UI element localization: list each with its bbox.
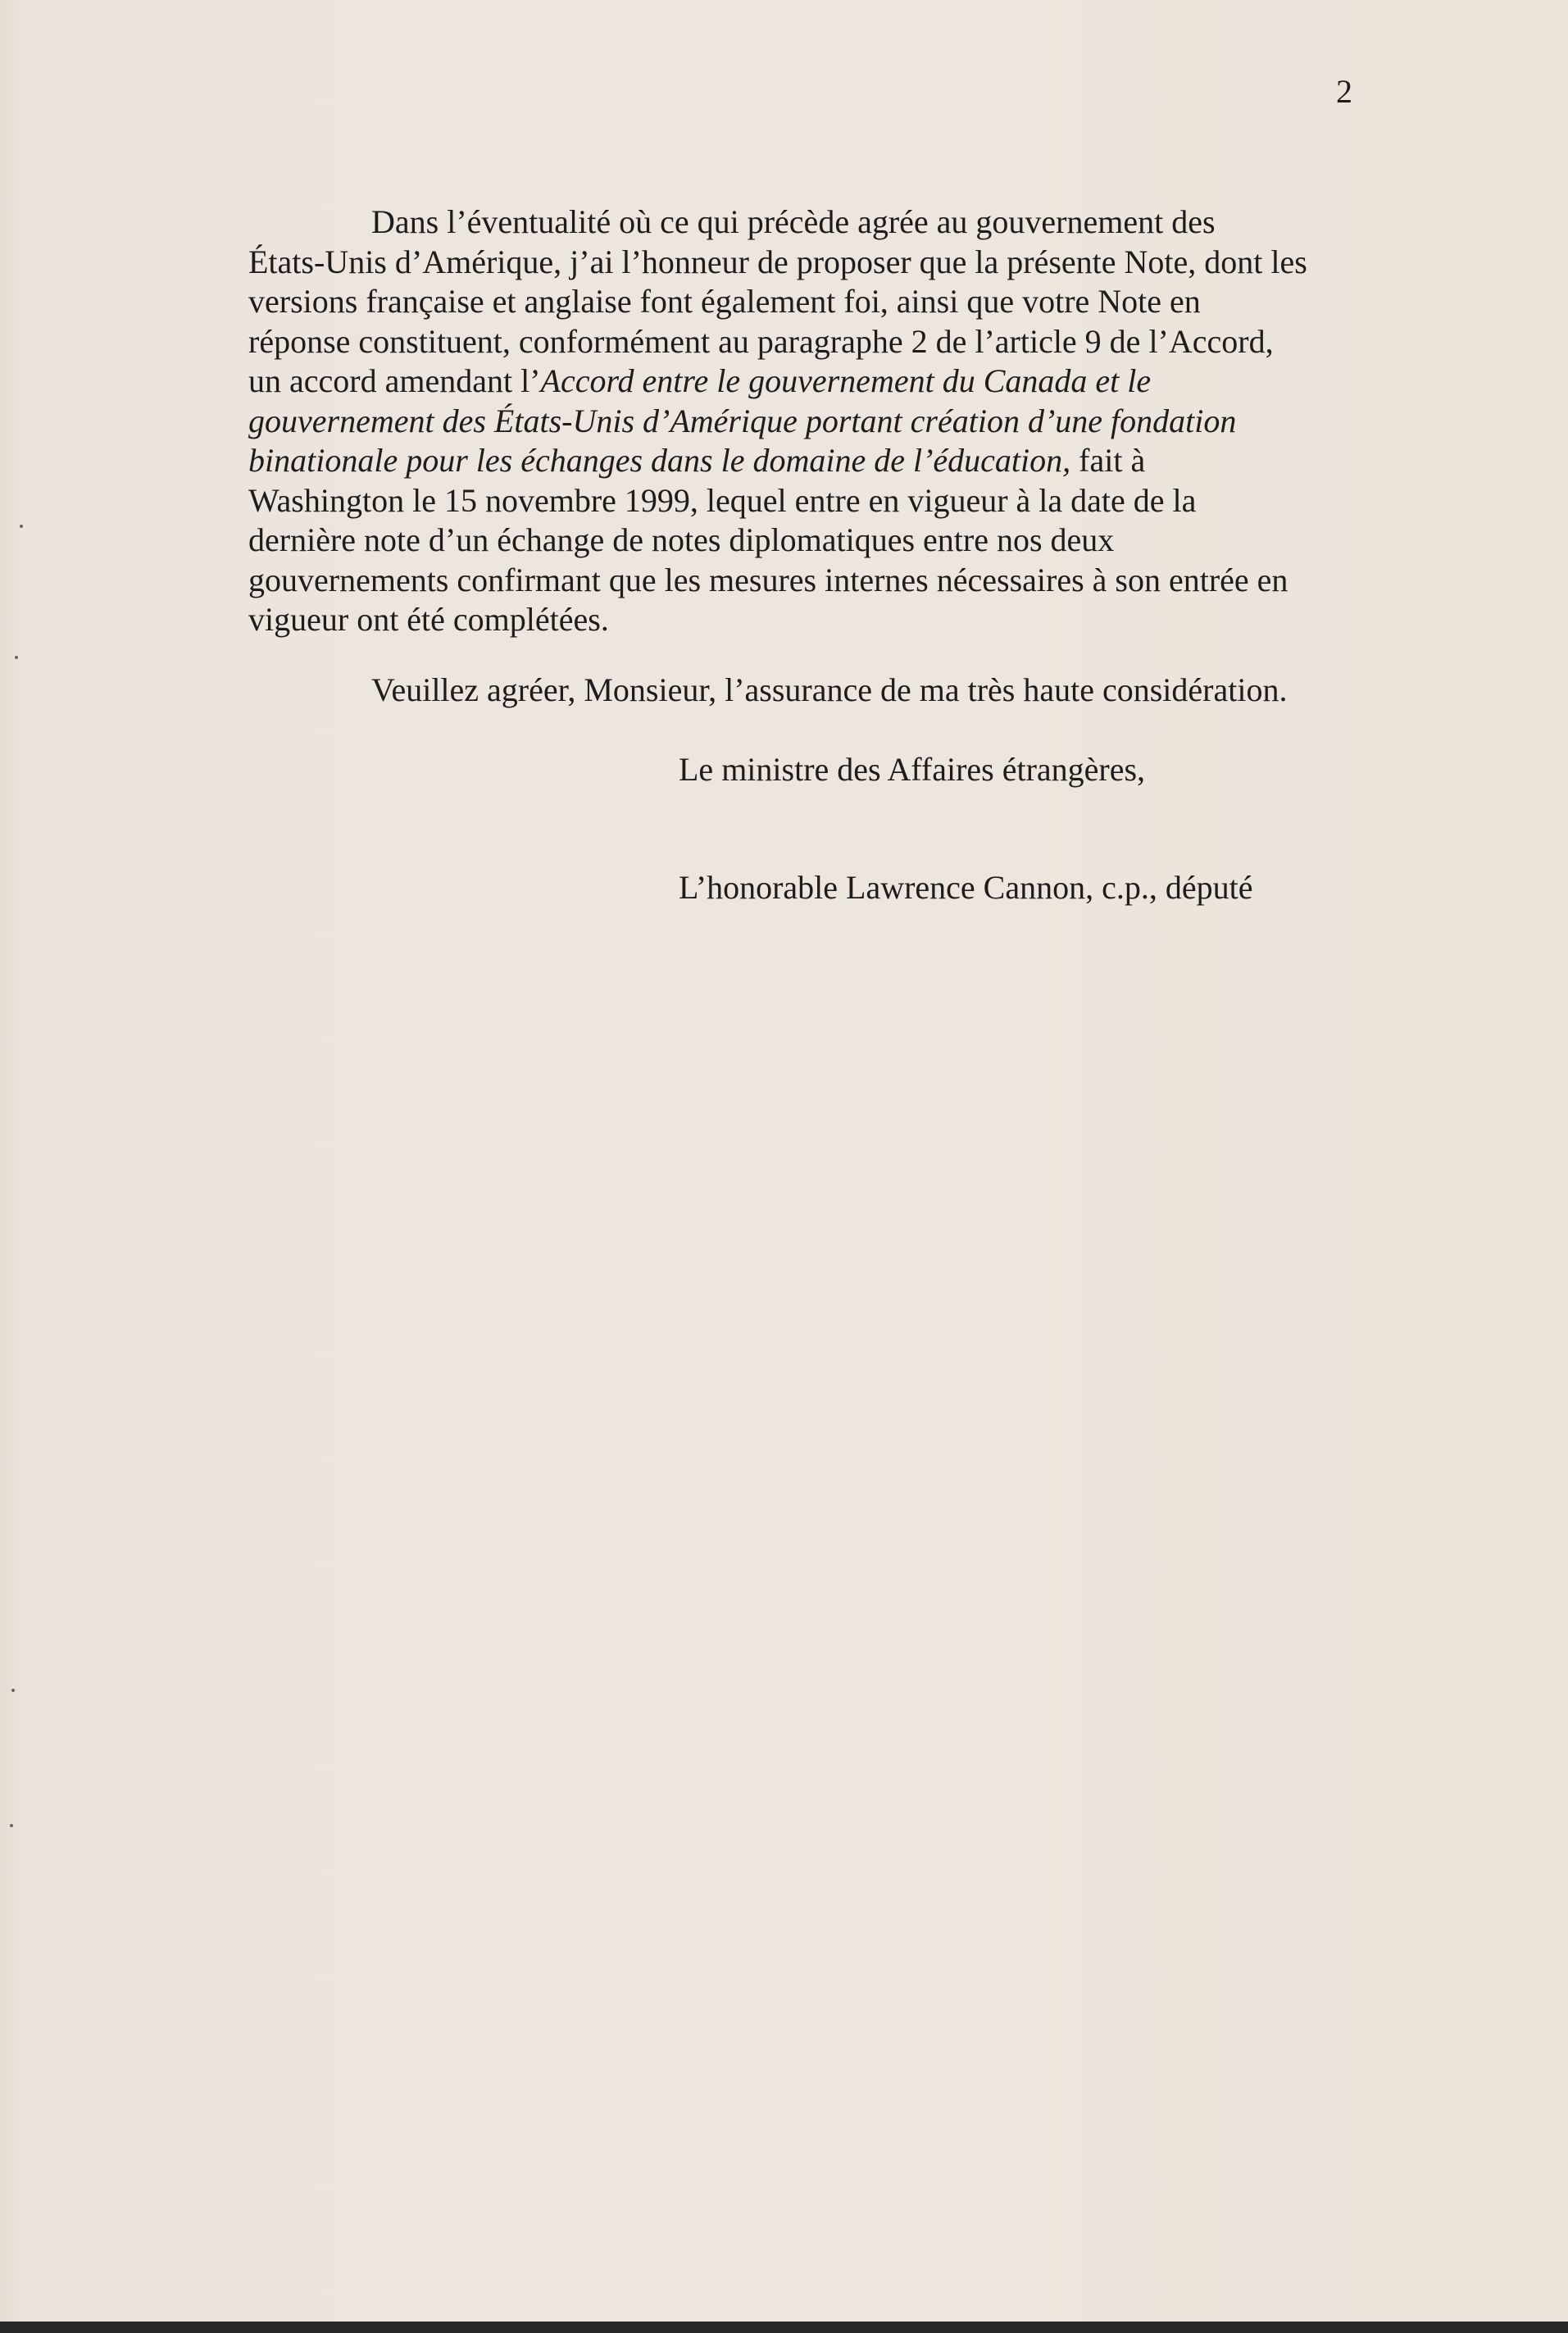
text-line: États-Unis d’Amérique, j’ai l’honneur de proposer que la présente Note, dont les xyxy=(248,243,1307,280)
text-line: gouvernements confirmant que les mesures internes nécessaires à son entrée en xyxy=(248,561,1288,598)
scan-bottom-edge xyxy=(0,2322,1568,2333)
margin-speck xyxy=(15,656,18,659)
text-line xyxy=(248,441,1365,481)
margin-speck xyxy=(20,525,23,528)
signature-block xyxy=(679,750,1253,907)
text-line: réponse constituent, conformément au paragraphe 2 de l’article 9 de l’Accord, xyxy=(248,322,1274,360)
signatory-title: Le ministre des Affaires étrangères, xyxy=(679,751,1146,788)
margin-speck xyxy=(11,1689,15,1692)
text-line: Dans l’éventualité où ce qui précède agrée au gouvernement des xyxy=(371,203,1216,240)
text-line xyxy=(248,362,1365,402)
text-line: Washington le 15 novembre 1999, lequel entre en vigueur à la date de la xyxy=(248,481,1197,519)
closing-line: Veuillez agréer, Monsieur, l’assurance de ma très haute considération. xyxy=(371,671,1288,708)
paragraph-proposal xyxy=(248,202,1365,640)
paragraph-closing xyxy=(248,671,1365,711)
margin-speck xyxy=(10,1824,13,1827)
text-line: dernière note d’un échange de notes diplomatiques entre nos deux xyxy=(248,521,1115,558)
text-fragment: fait à xyxy=(1070,442,1146,479)
agreement-title-fragment: Accord entre le gouvernement du Canada et le xyxy=(540,362,1152,399)
text-fragment: un accord amendant l’ xyxy=(248,362,541,399)
agreement-title-fragment: gouvernement des États-Unis d’Amérique portant création d’une fondation xyxy=(248,402,1237,439)
text-line: vigueur ont été complétées. xyxy=(248,601,609,638)
agreement-title-fragment: binationale pour les échanges dans le domaine de l’éducation, xyxy=(248,442,1071,479)
letter-body xyxy=(248,202,1365,710)
text-line: versions française et anglaise font également foi, ainsi que votre Note en xyxy=(248,283,1201,320)
signatory-name: L’honorable Lawrence Cannon, c.p., député xyxy=(679,869,1253,906)
page-number: 2 xyxy=(1336,73,1352,110)
